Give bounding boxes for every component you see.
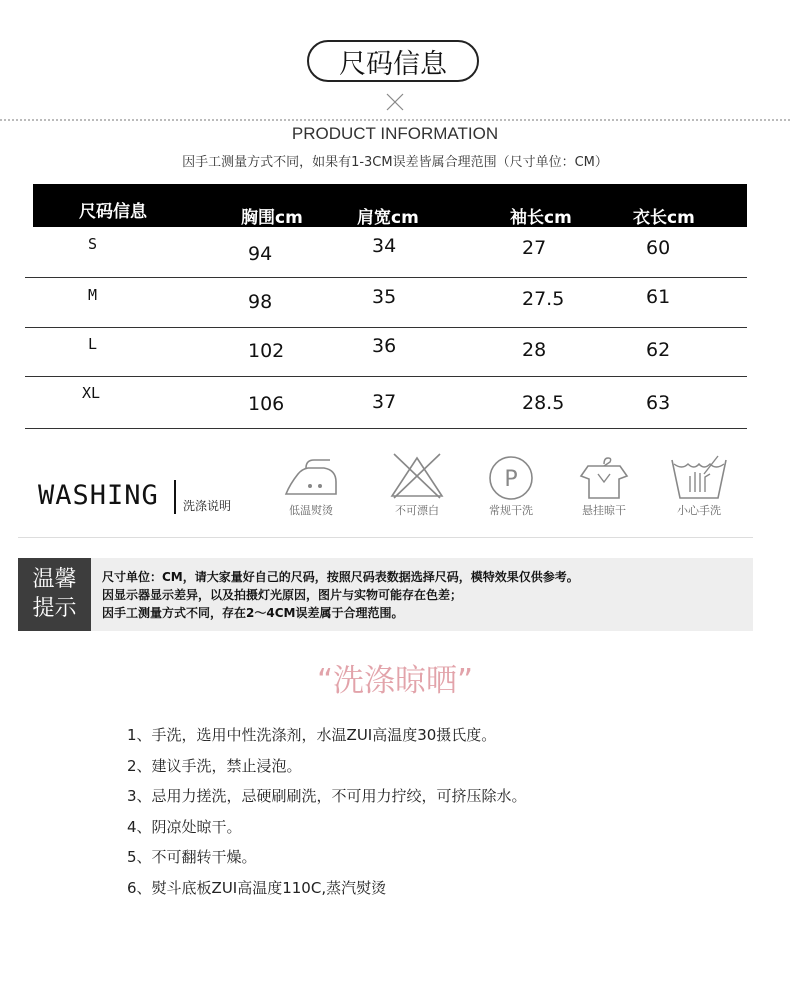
care-list-item: 2、建议手洗，禁止浸泡。 <box>127 756 302 775</box>
care-item-hang <box>568 452 640 518</box>
washing-label-cn: 洗涤说明 <box>183 499 232 513</box>
care-caption: 小心手洗 <box>677 504 721 517</box>
care-list-item: 6、熨斗底板ZUI高温度110C,蒸汽熨烫 <box>127 878 387 897</box>
table-row <box>25 278 747 328</box>
header-chest: 胸围cm <box>241 208 303 228</box>
care-list-item: 1、手洗，选用中性洗涤剂，水温ZUI高温度30摄氏度。 <box>127 726 497 744</box>
tips-line: 因显示器显示差异，以及拍摄灯光原因，图片与实物可能存在色差； <box>102 588 463 602</box>
care-item-dryclean <box>475 452 547 518</box>
care-item-bleach <box>381 452 453 518</box>
cell-shoulder: 35 <box>372 286 397 308</box>
cell-sleeve: 28 <box>522 339 547 361</box>
care-divider <box>18 537 753 538</box>
cell-length: 60 <box>646 237 671 259</box>
cell-shoulder: 37 <box>372 391 397 413</box>
cell-shoulder: 34 <box>372 235 397 257</box>
table-row <box>25 377 747 429</box>
cross-ornament-icon <box>385 92 405 112</box>
cell-chest: 106 <box>248 393 285 415</box>
care-heading: “洗涤晾晒” <box>316 663 474 699</box>
cell-size: L <box>88 335 98 353</box>
page-title <box>307 40 479 82</box>
dry-clean-symbol: P <box>504 467 518 492</box>
care-item-handwash <box>663 452 735 518</box>
size-table <box>33 184 747 429</box>
header-shoulder: 肩宽cm <box>357 208 419 228</box>
tips-tag-line: 温馨 <box>32 567 77 592</box>
cell-length: 62 <box>646 339 671 361</box>
cell-length: 63 <box>646 392 671 414</box>
care-item-iron <box>275 452 347 518</box>
care-list-item: 3、忌用力搓洗，忌硬刷刷洗，不可用力拧绞，可挤压除水。 <box>127 787 527 805</box>
cell-length: 61 <box>646 286 671 308</box>
cell-size: XL <box>82 384 101 402</box>
care-list <box>127 724 527 907</box>
cell-sleeve: 27.5 <box>522 288 565 310</box>
care-list-item: 4、阴凉处晾干。 <box>127 817 242 836</box>
cell-sleeve: 28.5 <box>522 392 565 414</box>
page-title-text: 尺码信息 <box>339 48 447 80</box>
care-caption: 悬挂晾干 <box>582 504 626 517</box>
table-row <box>25 328 747 377</box>
table-header <box>33 184 747 227</box>
washing-separator <box>174 480 176 514</box>
header-sleeve: 袖长cm <box>510 208 572 228</box>
tips-box <box>18 558 753 631</box>
tips-tag <box>18 558 91 631</box>
table-row <box>25 227 747 278</box>
tips-line: 尺寸单位：CM，请大家量好自己的尺码，按照尺码表数据选择尺码，模特效果仅供参考。 <box>102 570 579 584</box>
tips-tag-line: 提示 <box>32 596 77 621</box>
dry-clean-icon <box>480 452 542 500</box>
iron-low-icon <box>280 452 342 500</box>
cell-chest: 102 <box>248 340 285 362</box>
care-list-item: 5、不可翻转干燥。 <box>127 848 257 866</box>
care-caption: 低温熨烫 <box>289 504 333 517</box>
care-caption: 常规干洗 <box>489 504 533 517</box>
tips-line: 因手工测量方式不同，存在2～4CM误差属于合理范围。 <box>102 606 404 620</box>
header-length: 衣长cm <box>633 208 695 228</box>
cell-sleeve: 27 <box>522 237 547 259</box>
no-bleach-icon <box>386 452 448 500</box>
dotted-divider <box>0 119 790 121</box>
cell-chest: 98 <box>248 291 273 313</box>
hang-dry-icon <box>573 452 635 500</box>
washing-label: WASHING <box>38 480 159 511</box>
cell-size: S <box>88 235 98 253</box>
header-size: 尺码信息 <box>79 202 147 222</box>
hand-wash-icon <box>668 452 730 500</box>
subtitle-note: 因手工测量方式不同，如果有1-3CM误差皆属合理范围（尺寸单位：CM） <box>182 155 608 170</box>
cell-shoulder: 36 <box>372 335 397 357</box>
cell-size: M <box>88 286 98 304</box>
cell-chest: 94 <box>248 243 273 265</box>
tips-lines <box>102 568 579 622</box>
subtitle-english: PRODUCT INFORMATION <box>291 124 499 143</box>
care-caption: 不可漂白 <box>395 504 439 517</box>
